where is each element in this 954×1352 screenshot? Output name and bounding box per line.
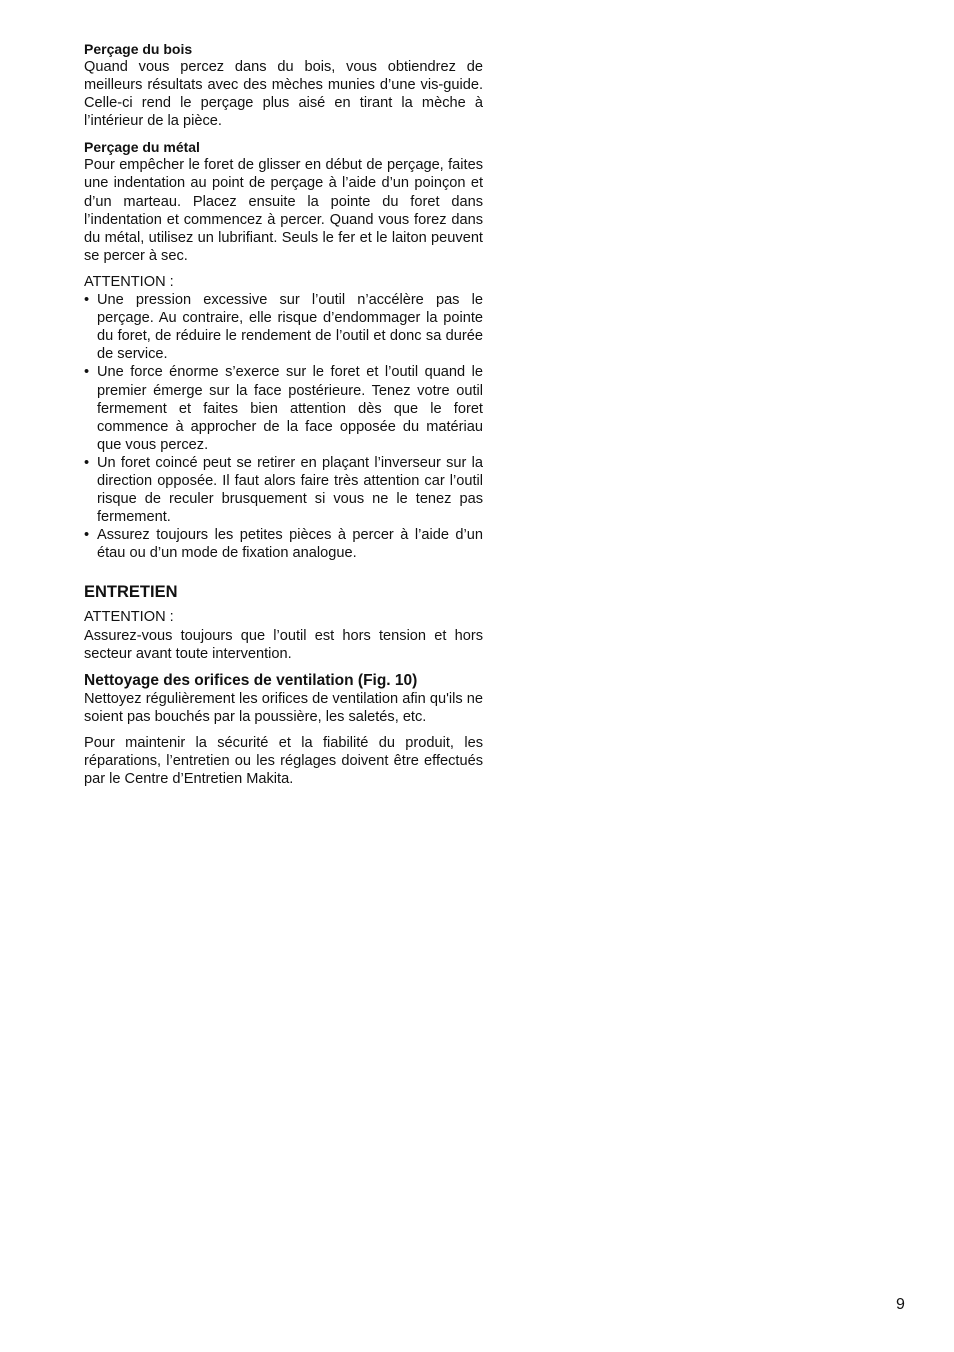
maintenance-heading: ENTRETIEN — [84, 583, 178, 602]
page-number: 9 — [896, 1296, 905, 1313]
metal-drilling-heading: Perçage du métal — [84, 139, 200, 156]
caution-item: • Une pression excessive sur l’outil n’accélère pas le perçage. Au contraire, elle risque d’endommager la pointe du foret, de réduire le rendement de l’outil et donc sa durée de service. — [84, 291, 483, 363]
vents-cleaning-paragraph: Nettoyez régulièrement les orifices de ventilation afin qu'ils ne soient pas bouchés par la poussière, les saletés, etc. — [84, 690, 483, 725]
caution-list — [84, 291, 483, 562]
vents-cleaning-heading: Nettoyage des orifices de ventilation (Fig. 10) — [84, 671, 418, 689]
wood-drilling-heading: Perçage du bois — [84, 41, 193, 57]
wood-drilling-paragraph: Quand vous percez dans du bois, vous obtiendrez de meilleurs résultats avec des mèches munies d’une vis-guide. Celle-ci rend le perçage plus aisé en tirant la mèche à l’intérieur de la pièce. — [84, 59, 483, 130]
text-column — [84, 40, 483, 788]
maintenance-caution-label: ATTENTION : — [84, 609, 174, 626]
caution-item: • Une force énorme s’exerce sur le foret et l’outil quand le premier émerge sur la face postérieure. Tenez votre outil fermement et faites bien attention dès que le foret commence à approcher de la face opposée du matériau que vous percez. — [84, 363, 483, 453]
maintenance-caution-paragraph: Assurez-vous toujours que l’outil est hors tension et hors secteur avant toute intervention. — [84, 627, 483, 662]
caution-item: • Assurez toujours les petites pièces à percer à l’aide d’un étau ou d’un mode de fixation analogue. — [84, 526, 483, 562]
service-paragraph: Pour maintenir la sécurité et la fiabilité du produit, les réparations, l’entretien ou les réglages doivent être effectués par le Centre d’Entretien Makita. — [84, 734, 483, 788]
caution-label: ATTENTION : — [84, 273, 174, 290]
caution-item: • Un foret coincé peut se retirer en plaçant l’inverseur sur la direction opposée. Il faut alors faire très attention car l’outil risque de reculer brusquement si vous ne le tenez pas fermement. — [84, 454, 483, 526]
metal-drilling-paragraph: Pour empêcher le foret de glisser en début de perçage, faites une indentation au point de perçage à l’aide d’un poinçon et d’un marteau. Placez ensuite la pointe du foret dans l’indentation et commencez à percer. Quand vous forez dans du métal, utilisez un lubrifiant. Seuls le fer et le laiton peuvent se percer à sec. — [84, 157, 483, 264]
